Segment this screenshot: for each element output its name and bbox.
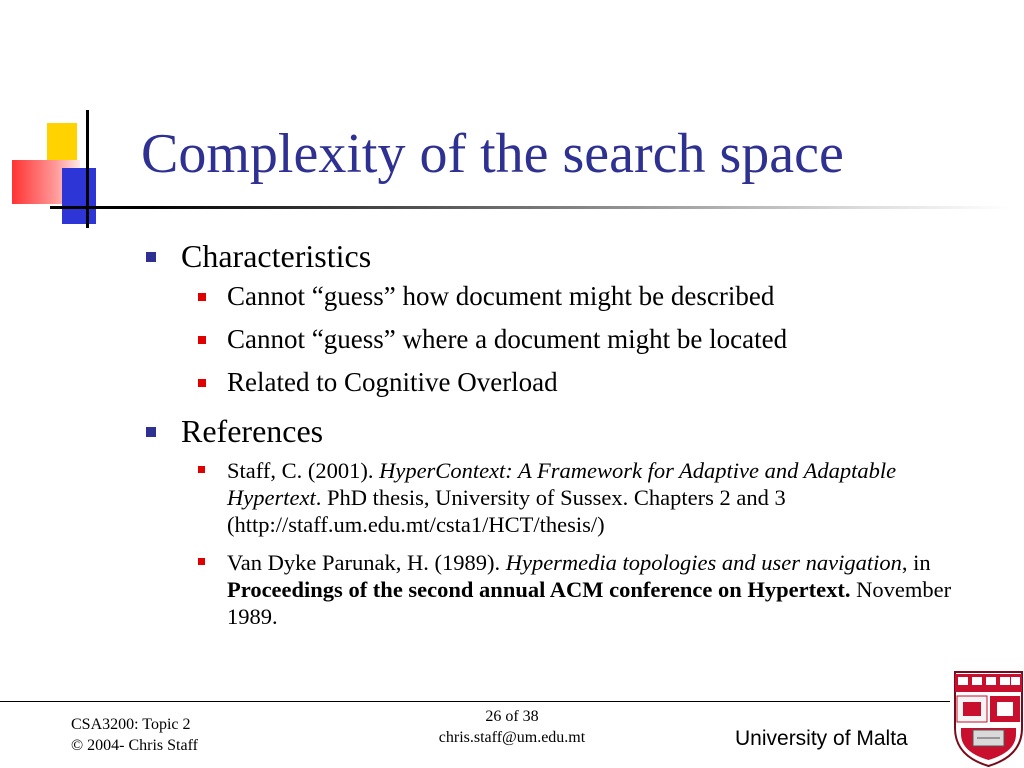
- reference-connector: , in: [901, 550, 931, 575]
- reference-author: Staff, C. (2001).: [227, 458, 380, 483]
- reference-author: Van Dyke Parunak, H. (1989).: [227, 550, 506, 575]
- university-name: University of Malta: [735, 727, 908, 750]
- square-bullet-icon: [146, 427, 156, 437]
- sub-bullet-text: Related to Cognitive Overload: [227, 367, 558, 397]
- bullet-characteristics: [146, 236, 996, 276]
- copyright-label: © 2004- Chris Staff: [71, 737, 198, 754]
- blue-square-decoration: [62, 168, 96, 224]
- yellow-square-decoration: [47, 123, 77, 165]
- reference-title: HyperContext: A Framework for Adaptive and Adaptable Hypertext: [227, 458, 897, 510]
- university-crest-icon: [953, 668, 1024, 768]
- bullet-references: [146, 411, 996, 451]
- reference-item: [146, 457, 996, 538]
- sub-bullet-text: Cannot “guess” where a document might be located: [227, 324, 788, 354]
- reference-date: November 1989.: [227, 577, 952, 629]
- title-underline: [50, 206, 1010, 209]
- square-bullet-icon: [198, 293, 206, 301]
- footer-rule: [0, 701, 950, 702]
- reference-details: . PhD thesis, University of Sussex. Chapters 2 and 3 (http://staff.um.edu.mt/csta1/HCT/thesis/): [227, 485, 786, 537]
- sub-bullet: [146, 325, 996, 354]
- slide-body: [146, 236, 996, 630]
- page-number: 26 of 38: [485, 708, 539, 725]
- reference-item: [146, 549, 996, 630]
- square-bullet-icon: [198, 466, 205, 473]
- heading-text: References: [181, 413, 324, 449]
- square-bullet-icon: [198, 336, 206, 344]
- sub-bullet: [146, 368, 996, 397]
- square-bullet-icon: [146, 252, 156, 262]
- square-bullet-icon: [198, 379, 206, 387]
- square-bullet-icon: [198, 558, 205, 565]
- course-label: CSA3200: Topic 2: [71, 716, 191, 733]
- slide-title: Complexity of the search space: [141, 123, 844, 185]
- footer-center: [412, 706, 612, 748]
- footer-left: [71, 714, 198, 756]
- heading-text: Characteristics: [181, 238, 372, 274]
- reference-venue: Proceedings of the second annual ACM conference on Hypertext.: [227, 577, 851, 602]
- sub-bullet-text: Cannot “guess” how document might be described: [227, 281, 775, 311]
- reference-title: Hypermedia topologies and user navigation: [505, 550, 902, 575]
- author-email: chris.staff@um.edu.mt: [438, 729, 586, 746]
- sub-bullet: [146, 282, 996, 311]
- vertical-rule: [86, 110, 89, 228]
